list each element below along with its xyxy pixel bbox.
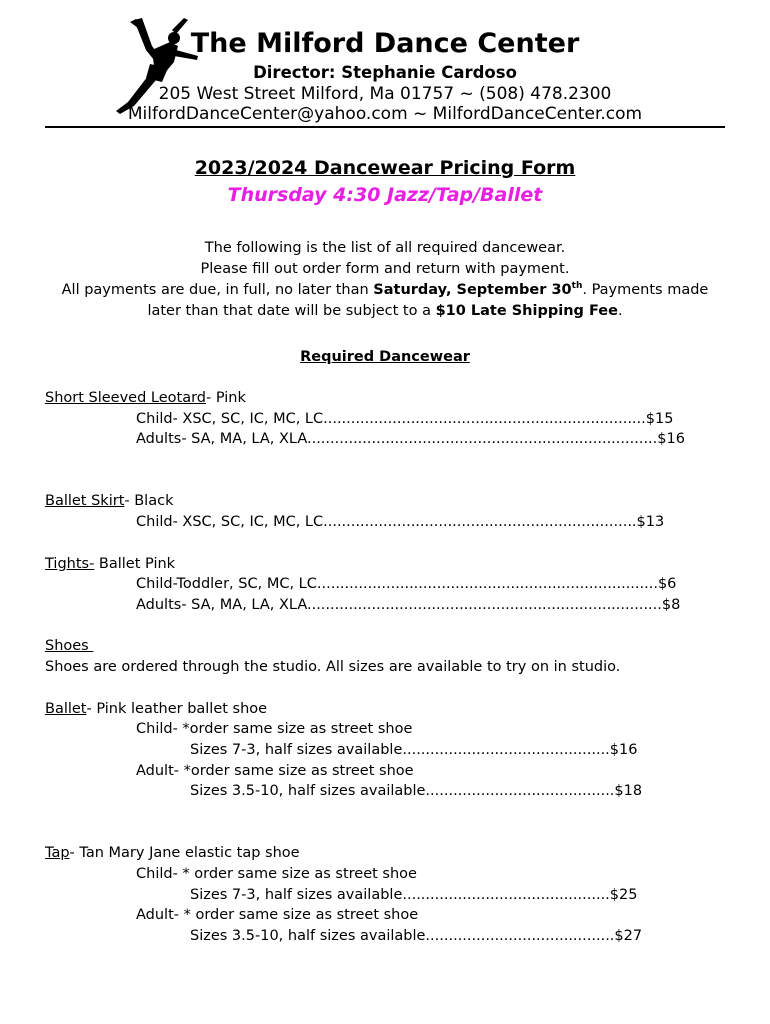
ballet-heading	[45, 701, 267, 717]
leotard-child-price: Child- XSC, SC, IC, MC, LC......................................................................$15	[136, 411, 674, 427]
leotard-heading	[45, 390, 246, 406]
ballet-name: Ballet	[45, 701, 87, 717]
leotard-name: Short Sleeved Leotard	[45, 390, 207, 406]
intro-line-4	[0, 301, 770, 322]
tap-heading	[45, 845, 300, 861]
skirt-heading	[45, 493, 173, 509]
header-divider	[45, 126, 725, 128]
intro-line-3-end: . Payments made	[582, 282, 709, 298]
intro-line-1: The following is the list of all required dancewear.	[204, 240, 566, 256]
ballet-desc: - Pink leather ballet shoe	[86, 701, 268, 717]
contact-line: MilfordDanceCenter@yahoo.com ~ MilfordDanceCenter.com	[127, 104, 643, 124]
tap-desc: - Tan Mary Jane elastic tap shoe	[69, 845, 300, 861]
skirt-name: Ballet Skirt	[45, 493, 125, 509]
tap-adult-sizes: Sizes 3.5-10, half sizes available.........................................$27	[190, 928, 643, 944]
intro-line-4-end: .	[617, 303, 623, 319]
ballet-child-sizes: Sizes 7-3, half sizes available.............................................$16	[190, 742, 638, 758]
shoes-heading: Shoes	[45, 638, 94, 654]
tap-child-line: Child- * order same size as street shoe	[136, 866, 417, 882]
tights-heading	[45, 556, 175, 572]
tights-name: Tights-	[45, 556, 95, 572]
ballet-child-line: Child- *order same size as street shoe	[136, 721, 413, 737]
required-heading: Required Dancewear	[300, 349, 470, 365]
intro-text	[0, 238, 770, 322]
tap-child-sizes: Sizes 7-3, half sizes available.............................................$25	[190, 887, 638, 903]
intro-line-3-text: All payments are due, in full, no later than	[61, 282, 374, 298]
address-line: 205 West Street Milford, Ma 01757 ~ (508) 478.2300	[158, 84, 612, 104]
ballet-adult-line: Adult- *order same size as street shoe	[136, 763, 414, 779]
leotard-desc: - Pink	[206, 390, 246, 406]
director-line: Director: Stephanie Cardoso	[253, 63, 517, 82]
intro-line-2: Please fill out order form and return with payment.	[200, 261, 570, 277]
leotard-adult-price: Adults- SA, MA, LA, XLA............................................................................$16	[136, 431, 685, 447]
late-fee: $10 Late Shipping Fee	[435, 303, 618, 319]
intro-line-3	[0, 280, 770, 301]
ballet-adult-sizes: Sizes 3.5-10, half sizes available.........................................$18	[190, 783, 643, 799]
tap-adult-line: Adult- * order same size as street shoe	[136, 907, 419, 923]
tights-adult-price: Adults- SA, MA, LA, XLA.............................................................................$8	[136, 597, 681, 613]
due-date-suffix: th	[571, 281, 583, 292]
tap-name: Tap	[45, 845, 70, 861]
shoes-note: Shoes are ordered through the studio. All sizes are available to try on in studio.	[45, 659, 621, 675]
tights-child-price: Child-Toddler, SC, MC, LC..........................................................................$6	[136, 576, 677, 592]
form-title: 2023/2024 Dancewear Pricing Form	[194, 157, 576, 179]
tights-desc: Ballet Pink	[94, 556, 176, 572]
skirt-desc: - Black	[124, 493, 174, 509]
intro-line-4-text: later than that date will be subject to a	[147, 303, 436, 319]
studio-title: The Milford Dance Center	[190, 28, 580, 59]
skirt-child-price: Child- XSC, SC, IC, MC, LC....................................................................$13	[136, 514, 665, 530]
class-title: Thursday 4:30 Jazz/Tap/Ballet	[227, 184, 543, 206]
due-date: Saturday, September 30	[373, 282, 572, 298]
